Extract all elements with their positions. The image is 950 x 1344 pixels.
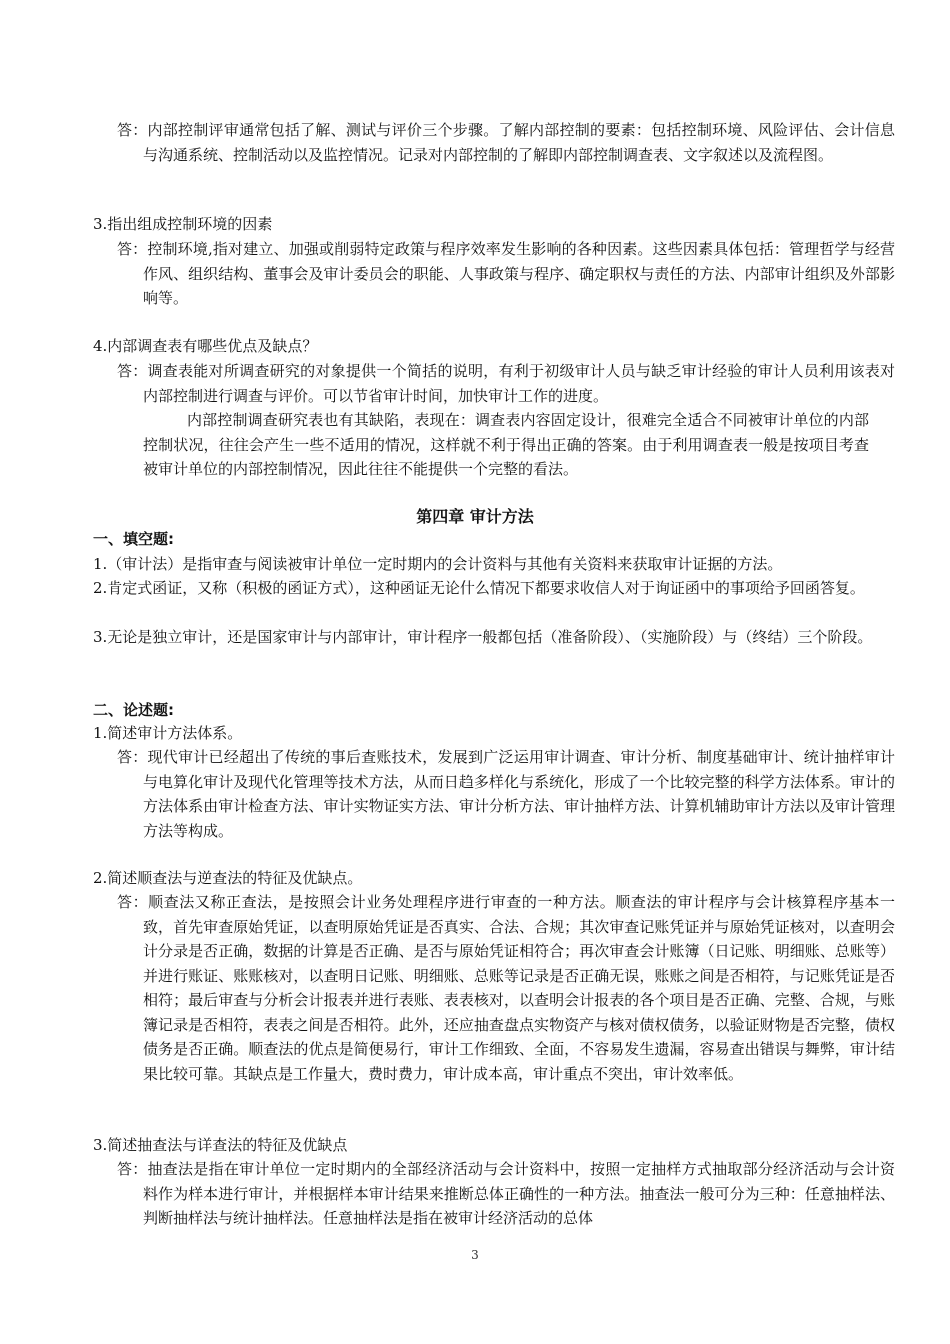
answer-3: 答：控制环境,指对建立、加强或削弱特定政策与程序效率发生影响的各种因素。这些因素具体包括：管理哲学与经营作风、组织结构、董事会及审计委员会的职能、人事政策与程序、确定职权与责任的方法、内部审计组织及外部影响等。 [117, 240, 895, 307]
essay-question-1: 1.简述审计方法体系。 [93, 724, 243, 742]
fill-blank-item-1: 1.（审计法）是指审查与阅读被审计单位一定时期内的会计资料与其他有关资料来获取审计证据的方法。 [93, 555, 783, 573]
section-heading-fill-blank: 一、填空题: [93, 530, 174, 548]
essay-answer-3: 答：抽查法是指在审计单位一定时期内的全部经济活动与会计资料中，按照一定抽样方式抽取部分经济活动与会计资料作为样本进行审计，并根据样本审计结果来推断总体正确性的一种方法。抽查法一般可分为三种：任意抽样法、判断抽样法与统计抽样法。任意抽样法是指在被审计经济活动的总体 [117, 1160, 895, 1227]
answer-4-paragraph-2: 内部控制调查研究表也有其缺陷，表现在：调查表内容固定设计，很难完全适合不同被审计单位的内部控制状况，往往会产生一些不适用的情况，这样就不利于得出正确的答案。由于利用调查表一般是按项目考查被审计单位的内部控制情况，因此往往不能提供一个完整的看法。 [143, 411, 869, 478]
question-4: 4.内部调查表有哪些优点及缺点？ [93, 337, 318, 355]
question-3: 3.指出组成控制环境的因素 [93, 215, 273, 233]
essay-question-2: 2.简述顺查法与逆查法的特征及优缺点。 [93, 869, 363, 887]
answer-internal-control-review: 答：内部控制评审通常包括了解、测试与评价三个步骤。了解内部控制的要素：包括控制环境、风险评估、会计信息与沟通系统、控制活动以及监控情况。记录对内部控制的了解即内部控制调查表、文字叙述以及流程图。 [117, 121, 895, 164]
answer-4: 答：调查表能对所调查研究的对象提供一个简括的说明，有利于初级审计人员与缺乏审计经验的审计人员利用该表对内部控制进行调查与评价。可以节省审计时间，加快审计工作的进度。 [117, 362, 895, 405]
page-number: 3 [471, 1248, 479, 1262]
section-heading-essay: 二、论述题: [93, 701, 174, 719]
fill-blank-item-2: 2.肯定式函证，又称（积极的函证方式），这种函证无论什么情况下都要求收信人对于询证函中的事项给予回函答复。 [93, 579, 865, 597]
essay-answer-1: 答：现代审计已经超出了传统的事后查账技术，发展到广泛运用审计调查、审计分析、制度基础审计、统计抽样审计与电算化审计及现代化管理等技术方法，从而日趋多样化与系统化，形成了一个比较完整的科学方法体系。审计的方法体系由审计检查方法、审计实物证实方法、审计分析方法、审计抽样方法、计算机辅助审计方法以及审计管理方法等构成。 [117, 748, 895, 840]
essay-question-3: 3.简述抽查法与详查法的特征及优缺点 [93, 1136, 348, 1154]
fill-blank-item-3: 3.无论是独立审计，还是国家审计与内部审计，审计程序一般都包括（准备阶段）、（实施阶段）与（终结）三个阶段。 [93, 628, 873, 646]
essay-answer-2: 答：顺查法又称正查法，是按照会计业务处理程序进行审查的一种方法。顺查法的审计程序与会计核算程序基本一致，首先审查原始凭证，以查明原始凭证是否真实、合法、合规；其次审查记账凭证并与原始凭证核对，以查明会计分录是否正确，数据的计算是否正确、是否与原始凭证相符合；再次审查会计账簿（日记账、明细账、总账等）并进行账证、账账核对，以查明日记账、明细账、总账等记录是否正确无误，账账之间是否相符，与记账凭证是否相符；最后审查与分析会计报表并进行表账、表表核对，以查明会计报表的各个项目是否正确、完整、合规，与账簿记录是否相符，表表之间是否相符。此外，还应抽查盘点实物资产与核对债权债务，以验证财物是否完整，债权债务是否正确。顺查法的优点是简便易行，审计工作细致、全面，不容易发生遗漏，容易查出错误与舞弊，审计结果比较可靠。其缺点是工作量大，费时费力，审计成本高，审计重点不突出，审计效率低。 [117, 893, 895, 1083]
chapter-title: 第四章 审计方法 [416, 507, 534, 526]
